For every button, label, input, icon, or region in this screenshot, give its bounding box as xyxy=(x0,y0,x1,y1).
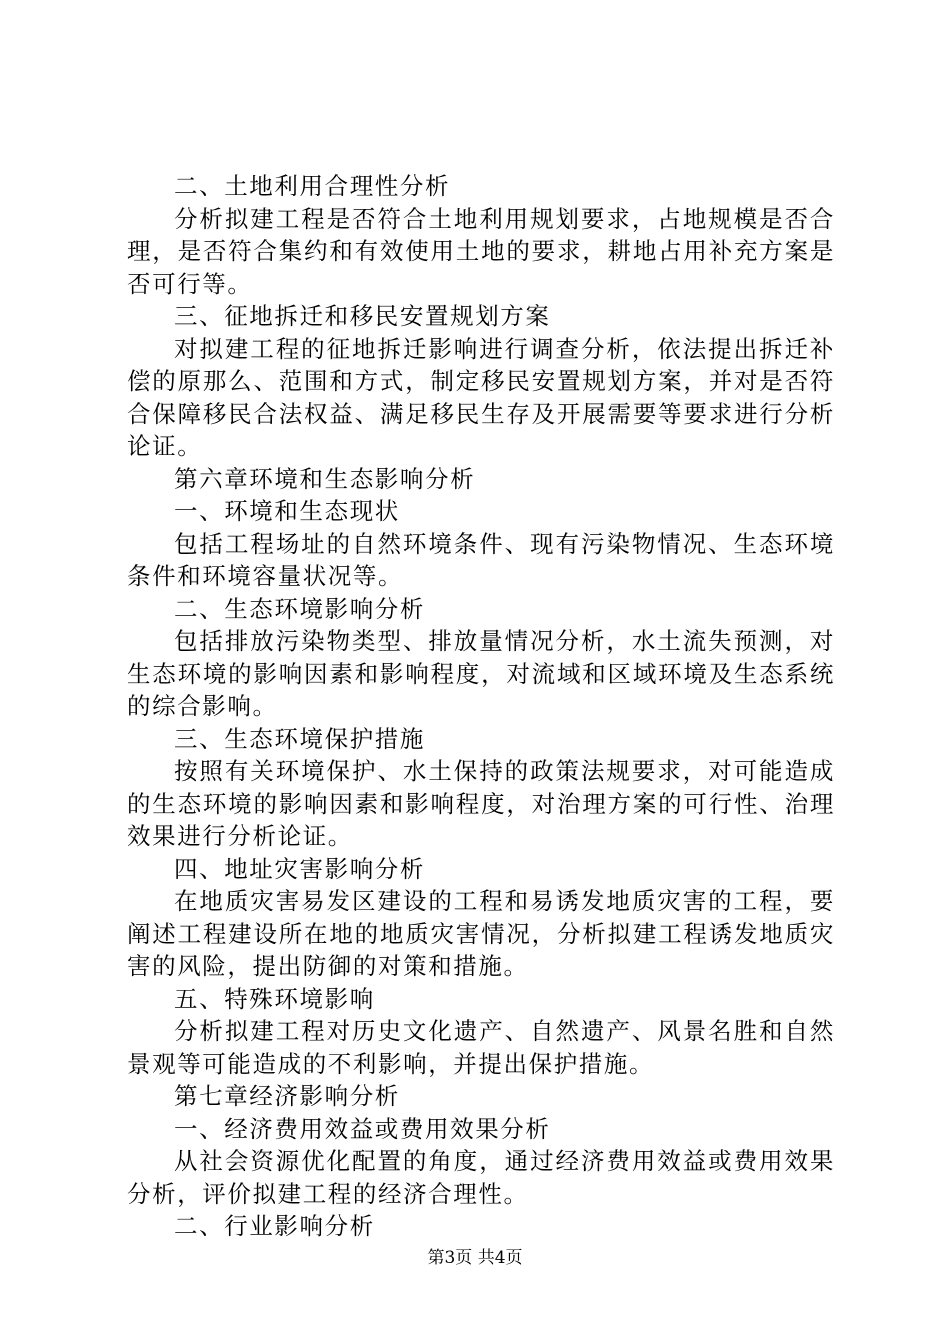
section-heading: 三、生态环境保护措施 xyxy=(174,724,425,753)
page-number-footer: 第3页 共4页 xyxy=(427,1248,523,1268)
body-paragraph: 按照有关环境保护、水土保持的政策法规要求，对可能造成的生态环境的影响因素和影响程度，对治理方案的可行性、治理效果进行分析论证。 xyxy=(127,757,835,850)
section-heading: 五、特殊环境影响 xyxy=(174,984,375,1013)
body-paragraph: 对拟建工程的征地拆迁影响进行调查分析，依法提出拆迁补偿的原那么、范围和方式，制定移民安置规划方案，并对是否符合保障移民合法权益、满足移民生存及开展需要等要求进行分析论证。 xyxy=(127,334,835,460)
section-heading: 二、生态环境影响分析 xyxy=(174,594,425,623)
section-heading: 一、环境和生态现状 xyxy=(174,497,400,525)
body-paragraph: 分析拟建工程对历史文化遗产、自然遗产、风景名胜和自然景观等可能造成的不利影响，并提出保护措施。 xyxy=(127,1017,835,1078)
section-heading: 四、地址灾害影响分析 xyxy=(174,854,425,883)
body-paragraph: 在地质灾害易发区建设的工程和易诱发地质灾害的工程，要阐述工程建设所在地的地质灾害情况，分析拟建工程诱发地质灾害的风险，提出防御的对策和措施。 xyxy=(127,887,835,980)
body-paragraph: 包括排放污染物类型、排放量情况分析，水土流失预测，对生态环境的影响因素和影响程度，对流域和区域环境及生态系统的综合影响。 xyxy=(127,627,835,720)
document-body xyxy=(127,170,835,1243)
body-paragraph: 包括工程场址的自然环境条件、现有污染物情况、生态环境条件和环境容量状况等。 xyxy=(127,529,835,590)
chapter-heading: 第六章环境和生态影响分析 xyxy=(174,464,476,493)
chapter-heading: 第七章经济影响分析 xyxy=(174,1082,400,1110)
body-paragraph: 从社会资源优化配置的角度，通过经济费用效益或费用效果分析，评价拟建工程的经济合理性。 xyxy=(127,1147,835,1208)
section-heading: 一、经济费用效益或费用效果分析 xyxy=(174,1114,551,1143)
section-heading: 三、征地拆迁和移民安置规划方案 xyxy=(174,302,551,330)
section-heading: 二、土地利用合理性分析 xyxy=(174,172,451,200)
body-paragraph: 分析拟建工程是否符合土地利用规划要求，占地规模是否合理，是否符合集约和有效使用土地的要求，耕地占用补充方案是否可行等。 xyxy=(127,204,835,298)
section-heading: 二、行业影响分析 xyxy=(174,1212,375,1240)
